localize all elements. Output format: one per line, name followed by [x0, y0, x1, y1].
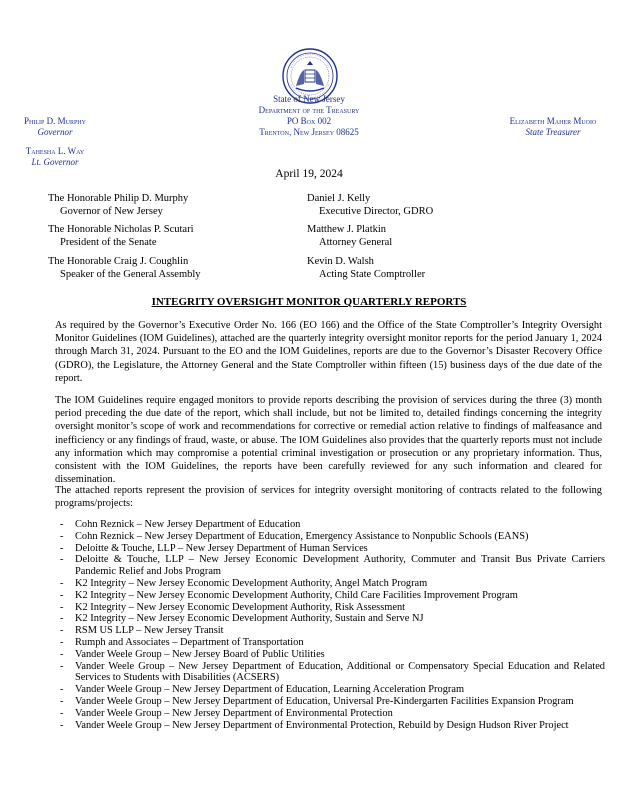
project-text: Cohn Reznick – New Jersey Department of Education	[75, 519, 301, 530]
addressee-title: Attorney General	[319, 237, 393, 248]
list-dash: -	[60, 684, 64, 696]
list-item	[55, 613, 605, 625]
addressee-name: The Honorable Nicholas P. Scutari	[48, 224, 194, 235]
lt-governor-title: Lt. Governor	[31, 157, 79, 167]
list-item	[55, 554, 605, 578]
addressee-name: The Honorable Philip D. Murphy	[48, 193, 189, 204]
list-dash: -	[60, 601, 64, 613]
addressee-title: Acting State Comptroller	[319, 269, 426, 280]
list-dash: -	[60, 707, 64, 719]
addressee-block	[307, 192, 433, 218]
list-item	[55, 708, 605, 720]
addressee-title: President of the Senate	[60, 237, 157, 248]
list-dash: -	[60, 660, 64, 672]
project-text: Vander Weele Group – New Jersey Department of Education, Universal Pre-Kindergarten Facilities Expansion Program	[75, 695, 574, 707]
list-dash: -	[60, 530, 64, 542]
list-dash: -	[60, 625, 64, 637]
list-dash: -	[60, 636, 64, 648]
addressee-block	[48, 192, 188, 218]
addressee-title: Governor of New Jersey	[60, 206, 163, 217]
list-dash: -	[60, 519, 64, 530]
addressee-name: The Honorable Craig J. Coughlin	[48, 256, 189, 267]
list-item	[55, 531, 605, 543]
project-list	[55, 519, 605, 731]
project-text: Deloitte & Touche, LLP – New Jersey Economic Development Authority, Commuter and Transit Bus Private Carriers Pandemic Relief and Jobs Program	[75, 554, 605, 578]
body-paragraph: As required by the Governor’s Executive Order No. 166 (EO 166) and the Office of the State Comptroller’s Integrity Oversight Monitor Guidelines (IOM Guidelines), attached are the quarterly integrity oversight monitor reports for the period January 1, 2024 through March 31, 2024. Pursuant to the EO and the IOM Guidelines, reports are due to the Governor’s Disaster Recovery Office (GDRO), the Legislature, the Attorney General and the State Comptroller within fifteen (15) business days of the due date of the report.	[55, 320, 602, 384]
list-dash: -	[60, 613, 64, 625]
addressee-name: Matthew J. Platkin	[307, 224, 387, 235]
project-text: Deloitte & Touche, LLP – New Jersey Department of Human Services	[75, 542, 368, 554]
governor-title: Governor	[37, 127, 73, 137]
letter-date: April 19, 2024	[275, 168, 343, 180]
body-paragraph: The IOM Guidelines require engaged monitors to provide reports describing the provision of services during the three (3) month period preceding the due date of the report, which shall include, but not be limited to, detailed findings concerning the integrity oversight monitor’s scope of work and recommendations for corrective or remedial action relative to findings of malfeasance and inefficiency or any findings of fraud, waste, or abuse. The IOM Guidelines also provides that the quarterly reports must not include any information which may compromise a potential criminal investigation or prosecution or any proprietary information. Thus, consistent with the IOM Guidelines, the reports have been carefully reviewed for any such information and cleared for dissemination.	[55, 395, 602, 486]
project-text: Vander Weele Group – New Jersey Department of Environmental Protection	[75, 707, 393, 719]
lt-governor-name: Tahesha L. Way	[25, 146, 85, 156]
letterhead-city: Trenton, New Jersey 08625	[259, 127, 359, 137]
letterhead-po-box: PO Box 002	[286, 116, 332, 126]
list-item	[55, 661, 605, 685]
addressee-title: Speaker of the General Assembly	[60, 269, 201, 280]
list-item	[55, 684, 605, 696]
project-text: K2 Integrity – New Jersey Economic Development Authority, Sustain and Serve NJ	[75, 613, 424, 625]
list-dash: -	[60, 554, 64, 566]
project-text: Vander Weele Group – New Jersey Department of Education, Additional or Compensatory Special Education and Related Services to Students with Disabilities (ACSERS)	[75, 660, 605, 684]
list-item	[55, 720, 605, 732]
list-item	[55, 543, 605, 555]
list-dash: -	[60, 577, 64, 589]
project-text: Cohn Reznick – New Jersey Department of Education, Emergency Assistance to Nonpublic Schools (EANS)	[75, 530, 529, 542]
project-text: Vander Weele Group – New Jersey Department of Education, Learning Acceleration Program	[75, 684, 465, 696]
list-dash: -	[60, 542, 64, 554]
project-text: K2 Integrity – New Jersey Economic Development Authority, Angel Match Program	[75, 577, 428, 589]
list-item	[55, 578, 605, 590]
treasurer-title: State Treasurer	[525, 127, 581, 137]
addressee-name: Daniel J. Kelly	[307, 193, 371, 204]
document-heading: INTEGRITY OVERSIGHT MONITOR QUARTERLY REPORTS	[151, 296, 467, 308]
list-item	[55, 625, 605, 637]
addressee-block	[307, 223, 392, 249]
list-item	[55, 649, 605, 661]
list-item	[55, 696, 605, 708]
addressee-name: Kevin D. Walsh	[307, 256, 374, 267]
list-item	[55, 519, 605, 531]
letterhead-state: State of New Jersey	[273, 94, 345, 104]
project-text: Rumph and Associates – Department of Transportation	[75, 636, 304, 648]
project-text: K2 Integrity – New Jersey Economic Development Authority, Risk Assessment	[75, 601, 406, 613]
addressee-block	[307, 255, 425, 281]
project-text: RSM US LLP – New Jersey Transit	[75, 625, 224, 637]
project-text: Vander Weele Group – New Jersey Board of Public Utilities	[75, 648, 325, 660]
list-item	[55, 602, 605, 614]
list-dash: -	[60, 648, 64, 660]
body-paragraph: The attached reports represent the provision of services for integrity oversight monitoring of contracts related to the following programs/projects:	[55, 485, 602, 510]
letterhead-department: Department of the Treasury	[258, 105, 360, 115]
project-text: Vander Weele Group – New Jersey Department of Environmental Protection, Rebuild by Design Hudson River Project	[75, 719, 569, 731]
list-dash: -	[60, 589, 64, 601]
addressee-block	[48, 223, 194, 249]
governor-name: Philip D. Murphy	[24, 116, 86, 126]
addressee-block	[48, 255, 201, 281]
list-item	[55, 637, 605, 649]
treasurer-name: Elizabeth Maher Muoio	[509, 116, 597, 126]
project-text: K2 Integrity – New Jersey Economic Development Authority, Child Care Facilities Improvement Program	[75, 589, 518, 601]
addressee-title: Executive Director, GDRO	[319, 206, 434, 217]
list-dash: -	[60, 719, 64, 731]
list-dash: -	[60, 695, 64, 707]
list-item	[55, 590, 605, 602]
